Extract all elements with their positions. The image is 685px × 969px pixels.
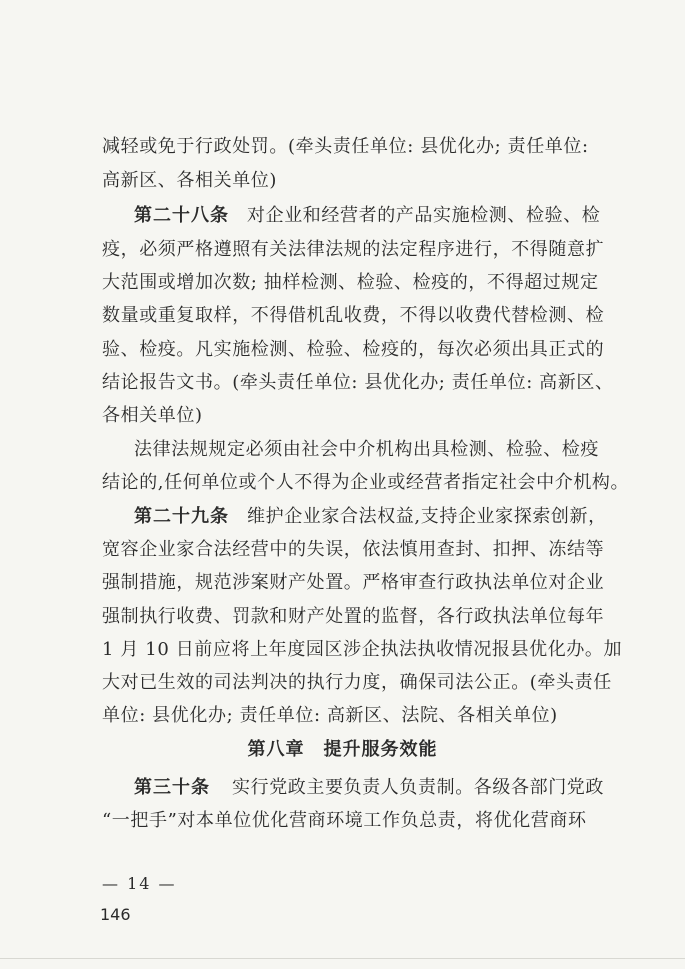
text-line: 结论报告文书。(牵头责任单位: 县优化办; 责任单位: 高新区、: [102, 372, 614, 393]
text-line: 宽容企业家合法经营中的失误，依法慎用查封、扣押、冻结等: [102, 539, 605, 560]
article-28-heading: 第二十八条: [134, 205, 229, 226]
text-line: 单位: 县优化办; 责任单位: 高新区、法院、各相关单位): [102, 705, 558, 726]
text-line: 各相关单位): [102, 405, 203, 426]
text-line: 高新区、各相关单位): [102, 170, 278, 191]
text-line: 数量或重复取样，不得借机乱收费，不得以收费代替检测、检: [102, 305, 605, 326]
text-line: 强制执行收费、罚款和财产处置的监督，各行政执法单位每年: [102, 606, 605, 627]
text-line: 对企业和经营者的产品实施检测、检验、检: [247, 205, 601, 226]
text-line: 1 月 10 日前应将上年度园区涉企执法执收情况报县优化办。加: [102, 639, 623, 660]
article-28-paragraph: [134, 204, 600, 228]
chapter-title: 第八章 提升服务效能: [247, 739, 438, 760]
article-29-paragraph: [134, 505, 607, 529]
article-30-heading: 第三十条: [134, 777, 210, 798]
text-line: 强制措施，规范涉案财产处置。严格审查行政执法单位对企业: [102, 572, 605, 593]
page-number: — 14 —: [102, 874, 177, 893]
stamp-number: 146: [100, 905, 131, 924]
text-line: “一把手”对本单位优化营商环境工作负总责，将优化营商环: [102, 810, 587, 831]
text-line: 大范围或增加次数; 抽样检测、检验、检疫的，不得超过规定: [102, 272, 599, 293]
article-29-heading: 第二十九条: [134, 506, 229, 527]
text-line: 疫，必须严格遵照有关法律法规的法定程序进行，不得随意扩: [102, 239, 605, 260]
text-line: 结论的,任何单位或个人不得为企业或经营者指定社会中介机构。: [102, 472, 630, 493]
text-line: 大对已生效的司法判决的执行力度，确保司法公正。(牵头责任: [102, 672, 612, 693]
text-line: 维护企业家合法权益,支持企业家探索创新，: [247, 506, 607, 527]
page-edge-divider: [0, 958, 685, 959]
text-line: 法律法规规定必须由社会中介机构出具检测、检验、检疫: [134, 439, 599, 460]
text-line: 减轻或免于行政处罚。(牵头责任单位: 县优化办; 责任单位:: [102, 136, 589, 157]
article-30-paragraph: [134, 776, 604, 800]
text-line: 验、检疫。凡实施检测、检验、检疫的，每次必须出具正式的: [102, 339, 605, 360]
text-line: 实行党政主要负责人负责制。各级各部门党政: [232, 777, 604, 798]
